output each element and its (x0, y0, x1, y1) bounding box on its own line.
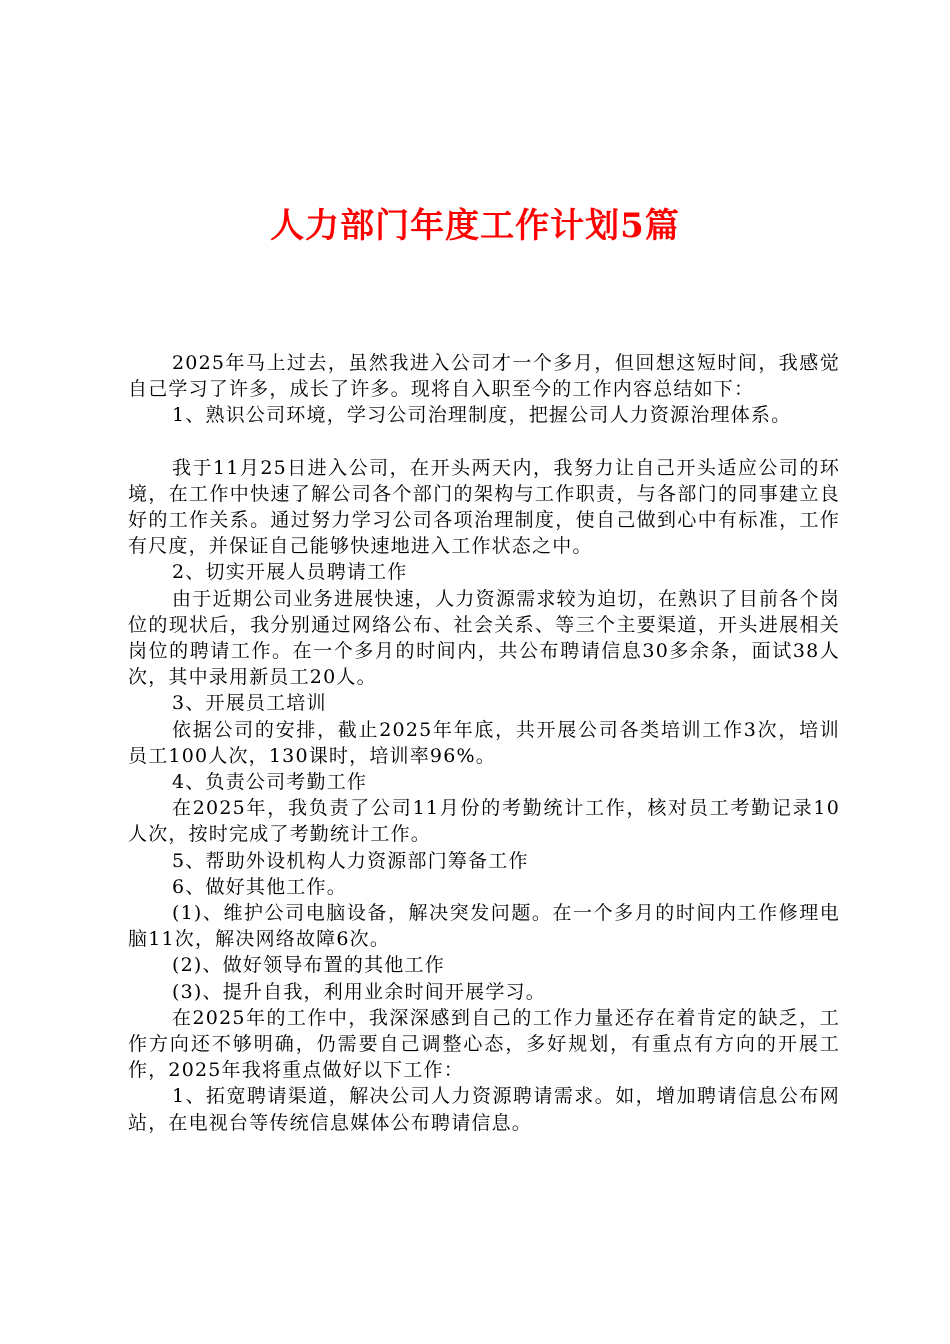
paragraph-item-5-heading: 5、帮助外设机构人力资源部门筹备工作 (172, 849, 529, 872)
paragraph-item-2-heading: 2、切实开展人员聘请工作 (172, 561, 408, 584)
document-title: 人力部门年度工作计划5篇 (270, 206, 680, 246)
paragraph-subitem-2: (2)、做好领导布置的其他工作 (172, 954, 445, 977)
paragraph-item-6-heading: 6、做好其他工作。 (172, 875, 347, 898)
paragraph-item-3-body: 依据公司的安排，截止2025年年底，共开展公司各类培训工作3次，培训员工100人次，130课时，培训率96%。 (128, 718, 840, 767)
paragraph-item-4-body: 在2025年，我负责了公司11月份的考勤统计工作，核对员工考勤记录10人次，按时完成了考勤统计工作。 (128, 797, 840, 846)
paragraph-item-2-body: 由于近期公司业务进展快速，人力资源需求较为迫切，在熟识了目前各个岗位的现状后，我分别通过网络公布、社会关系、等三个主要渠道，开头进展相关岗位的聘请工作。在一个多月的时间内，共公布聘请信息30多余条，面试38人次，其中录用新员工20人。 (128, 587, 840, 689)
paragraph-subitem-3: (3)、提升自我，利用业余时间开展学习。 (172, 980, 546, 1003)
paragraph-item-1-heading: 1、熟识公司环境，学习公司治理制度，把握公司人力资源治理体系。 (172, 404, 792, 427)
paragraph-intro: 2025年马上过去，虽然我进入公司才一个多月，但回想这短时间，我感觉自己学习了许多，成长了许多。现将自入职至今的工作内容总结如下： (128, 352, 840, 401)
paragraph-item-1-body: 我于11月25日进入公司，在开头两天内，我努力让自己开头适应公司的环境，在工作中快速了解公司各个部门的架构与工作职责，与各部门的同事建立良好的工作关系。通过努力学习公司各项治理制度，使自己做到心中有标准，工作有尺度，并保证自己能够快速地进入工作状态之中。 (128, 456, 840, 558)
paragraph-subitem-1: (1)、维护公司电脑设备，解决突发问题。在一个多月的时间内工作修理电脑11次，解决网络故障6次。 (128, 902, 840, 951)
paragraph-item-4-heading: 4、负责公司考勤工作 (172, 771, 368, 794)
paragraph-plan-1: 1、拓宽聘请渠道，解决公司人力资源聘请需求。如，增加聘请信息公布网站，在电视台等传统信息媒体公布聘请信息。 (128, 1085, 840, 1134)
paragraph-item-3-heading: 3、开展员工培训 (172, 692, 327, 715)
paragraph-outlook: 在2025年的工作中，我深深感到自己的工作力量还存在着肯定的缺乏，工作方向还不够明确，仍需要自己调整心态，多好规划，有重点有方向的开展工作，2025年我将重点做好以下工作： (128, 1006, 840, 1082)
document-body (128, 350, 840, 1136)
